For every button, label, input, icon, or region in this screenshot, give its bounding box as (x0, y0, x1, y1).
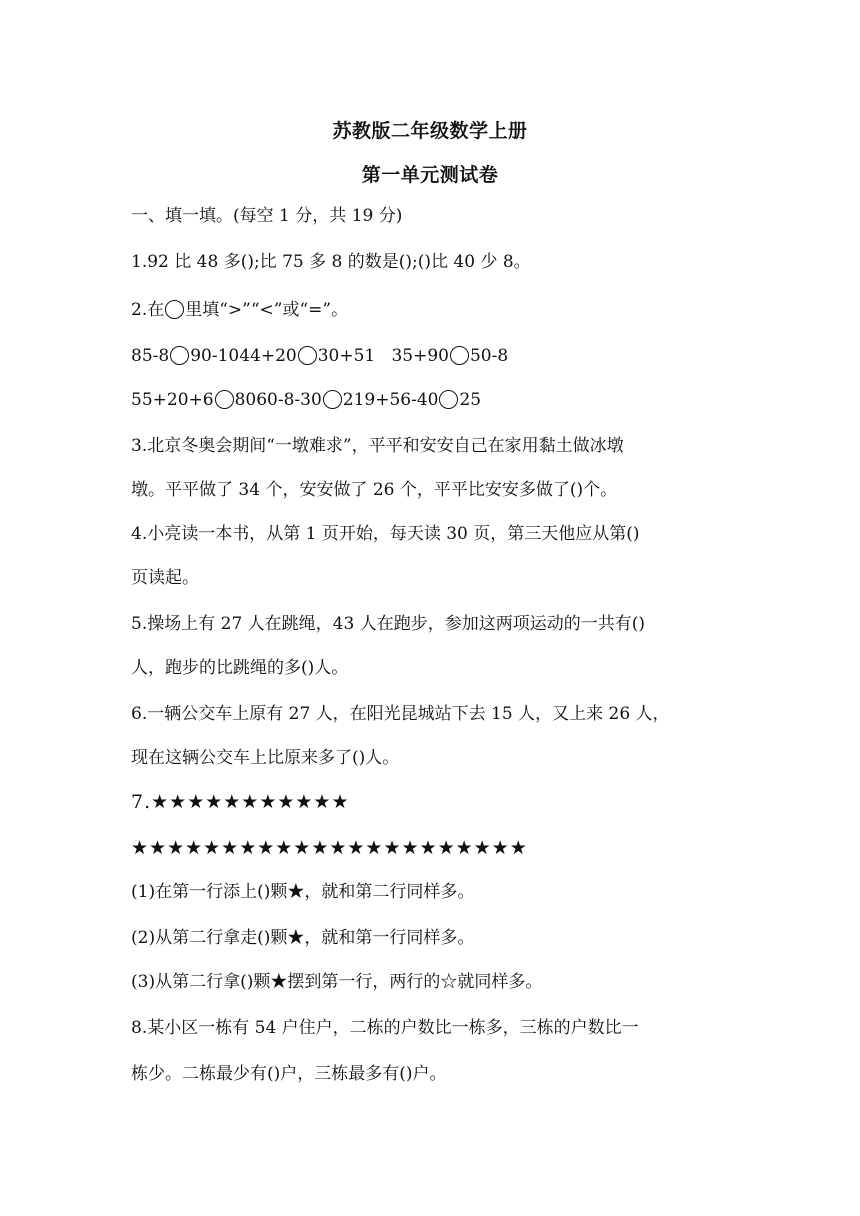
blank-circle-icon (170, 346, 189, 365)
document-title: 苏教版二年级数学上册 (332, 120, 528, 142)
question-7-star-row-2: ★★★★★★★★★★★★★★★★★★★★★★ (131, 837, 528, 859)
question-1: 1.92 比 48 多();比 75 多 8 的数是();()比 40 少 8。 (131, 252, 531, 272)
question-7-sub-2: (2)从第二行拿走()颗★，就和第一行同样多。 (131, 928, 475, 948)
expression: 85-8 (131, 346, 170, 366)
question-7-star-row-1: 7.★★★★★★★★★★★ (131, 791, 350, 813)
blank-circle-icon (439, 390, 458, 409)
question-8-line-2: 栋少。二栋最少有()户，三栋最多有()户。 (131, 1064, 447, 1084)
expression: 55+20+6 (131, 390, 214, 410)
question-5-line-2: 人，跑步的比跳绳的多()人。 (131, 658, 349, 678)
question-2-intro-text-b: 里填“>”“<”或“=”。 (185, 300, 349, 320)
expression: 90-1044+20 (190, 346, 297, 366)
question-4-line-1: 4.小亮读一本书，从第 1 页开始，每天读 30 页，第三天他应从第() (131, 524, 640, 544)
question-8-line-1: 8.某小区一栋有 54 户住户，二栋的户数比一栋多，三栋的户数比一 (131, 1018, 639, 1038)
expression: 8060-8-30 (234, 390, 322, 410)
question-4-line-2: 页读起。 (131, 568, 199, 588)
blank-circle-icon (323, 390, 342, 409)
question-3-line-2: 墩。平平做了 34 个，安安做了 26 个，平平比安安多做了()个。 (131, 480, 618, 500)
question-2-row-1 (131, 344, 508, 368)
expression: 25 (459, 390, 482, 410)
blank-circle-icon (215, 390, 234, 409)
question-7-sub-3: (3)从第二行拿()颗★摆到第一行，两行的☆就同样多。 (131, 972, 543, 992)
question-2-intro-text-a: 2.在 (131, 300, 165, 320)
expression: 219+56-40 (342, 390, 439, 410)
blank-circle-icon (450, 346, 469, 365)
section-heading: 一、填一填。(每空 1 分，共 19 分) (131, 206, 403, 226)
question-7-sub-1: (1)在第一行添上()颗★，就和第二行同样多。 (131, 882, 475, 902)
expression: 30+51 35+90 (317, 346, 449, 366)
question-2-intro (131, 298, 348, 322)
question-3-line-1: 3.北京冬奥会期间“一墩难求”，平平和安安自己在家用黏土做冰墩 (131, 436, 624, 456)
blank-circle-icon (298, 346, 317, 365)
document-subtitle: 第一单元测试卷 (361, 164, 499, 186)
expression: 50-8 (469, 346, 509, 366)
question-6-line-2: 现在这辆公交车上比原来多了()人。 (131, 748, 400, 768)
question-6-line-1: 6.一辆公交车上原有 27 人，在阳光昆城站下去 15 人，又上来 26 人， (131, 704, 670, 724)
question-2-row-2 (131, 388, 481, 412)
blank-circle-icon (165, 300, 184, 319)
question-5-line-1: 5.操场上有 27 人在跳绳，43 人在跑步，参加这两项运动的一共有() (131, 614, 645, 634)
